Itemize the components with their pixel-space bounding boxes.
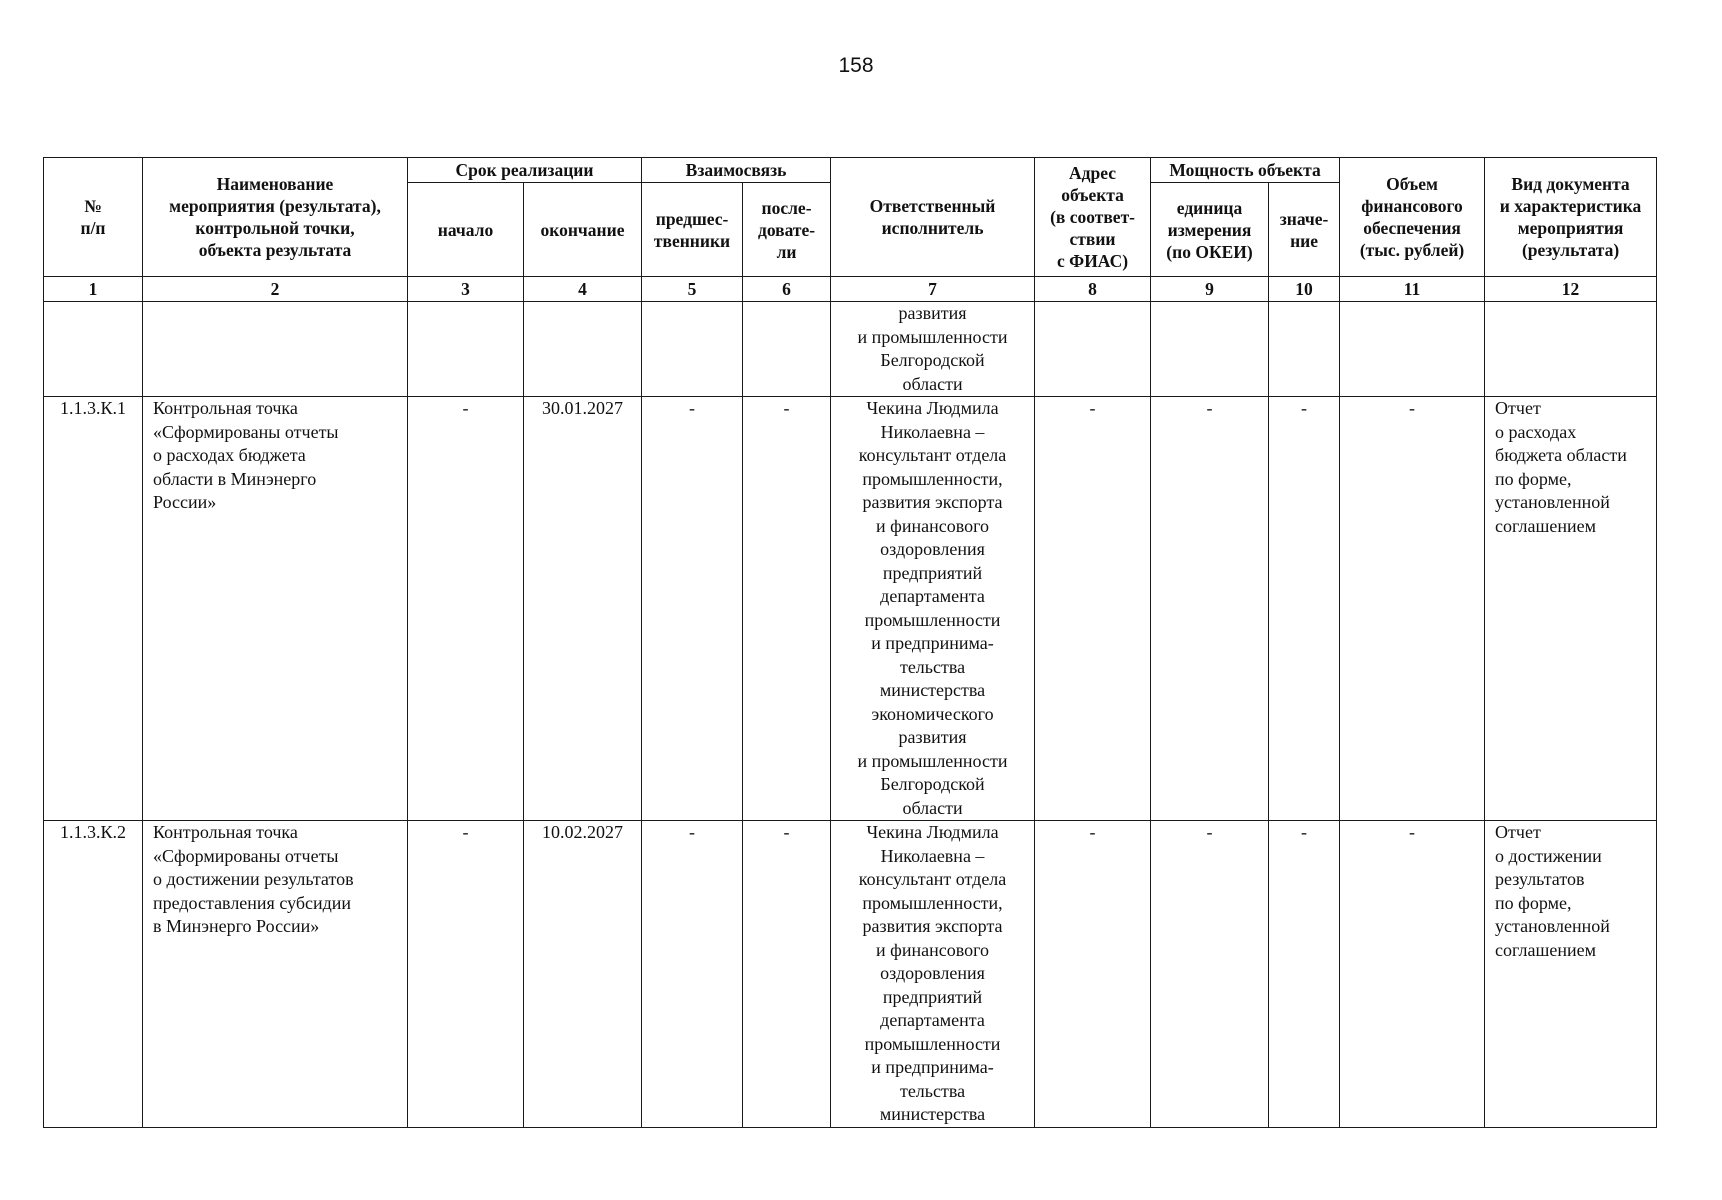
- header-executor: Ответственный исполнитель: [831, 158, 1035, 277]
- cell-end: 10.02.2027: [524, 821, 642, 1128]
- cell-doc: Отчет о расходах бюджета области по форме, установленной соглашением: [1485, 397, 1657, 821]
- cell-empty: [44, 302, 143, 397]
- cell-doc: Отчет о достижении результатов по форме, установленной соглашением: [1485, 821, 1657, 1128]
- cell-finance: -: [1340, 821, 1485, 1128]
- cell-empty: [1269, 302, 1340, 397]
- cell-executor: Чекина Людмила Николаевна – консультант отдела промышленности, развития экспорта и финансового оздоровления предприятий департамента промышленности и предпринима- тельства министерства: [831, 821, 1035, 1128]
- header-doc: Вид документа и характеристика мероприятия (результата): [1485, 158, 1657, 277]
- plan-table: [43, 157, 1657, 1128]
- cell-value: -: [1269, 821, 1340, 1128]
- column-number: 12: [1485, 277, 1657, 302]
- column-number: 9: [1151, 277, 1269, 302]
- header-capacity-unit: единица измерения (по ОКЕИ): [1151, 183, 1269, 277]
- page-number: 158: [838, 54, 874, 77]
- cell-empty: [1485, 302, 1657, 397]
- cell-start: -: [408, 821, 524, 1128]
- cell-name: Контрольная точка «Сформированы отчеты о достижении результатов предоставления субсидии в Минэнерго России»: [143, 821, 408, 1128]
- cell-num: 1.1.3.К.1: [44, 397, 143, 821]
- header-link: Взаимосвязь: [642, 158, 831, 183]
- column-number: 2: [143, 277, 408, 302]
- cell-address: -: [1035, 397, 1151, 821]
- header-capacity: Мощность объекта: [1151, 158, 1340, 183]
- cell-unit: -: [1151, 821, 1269, 1128]
- cell-prev: -: [642, 821, 743, 1128]
- header-term-start: начало: [408, 183, 524, 277]
- column-number: 5: [642, 277, 743, 302]
- column-number: 3: [408, 277, 524, 302]
- cell-empty: [143, 302, 408, 397]
- column-number: 4: [524, 277, 642, 302]
- cell-num: 1.1.3.К.2: [44, 821, 143, 1128]
- cell-start: -: [408, 397, 524, 821]
- cell-executor: Чекина Людмила Николаевна – консультант отдела промышленности, развития экспорта и финансового оздоровления предприятий департамента промышленности и предпринима- тельства министерства экономического развития и промышленности Белгородской области: [831, 397, 1035, 821]
- cell-next: -: [743, 821, 831, 1128]
- cell-value: -: [1269, 397, 1340, 821]
- table-row: [44, 821, 1657, 1128]
- cell-empty: [524, 302, 642, 397]
- cell-empty: [1035, 302, 1151, 397]
- header-address: Адрес объекта (в соответ- ствии с ФИАС): [1035, 158, 1151, 277]
- cell-unit: -: [1151, 397, 1269, 821]
- column-number: 11: [1340, 277, 1485, 302]
- column-number: 8: [1035, 277, 1151, 302]
- header-name: Наименование мероприятия (результата), контрольной точки, объекта результата: [143, 158, 408, 277]
- cell-prev: -: [642, 397, 743, 821]
- cell-end: 30.01.2027: [524, 397, 642, 821]
- column-number: 7: [831, 277, 1035, 302]
- cell-address: -: [1035, 821, 1151, 1128]
- header-finance: Объем финансового обеспечения (тыс. рублей): [1340, 158, 1485, 277]
- cell-empty: [1151, 302, 1269, 397]
- cell-executor: развития и промышленности Белгородской области: [831, 302, 1035, 397]
- cell-empty: [743, 302, 831, 397]
- header-link-prev: предшес- твенники: [642, 183, 743, 277]
- table-row-continuation: [44, 302, 1657, 397]
- header-term-end: окончание: [524, 183, 642, 277]
- column-number: 1: [44, 277, 143, 302]
- cell-empty: [408, 302, 524, 397]
- column-number: 10: [1269, 277, 1340, 302]
- cell-empty: [642, 302, 743, 397]
- header-num: № п/п: [44, 158, 143, 277]
- column-number: 6: [743, 277, 831, 302]
- cell-next: -: [743, 397, 831, 821]
- header-term: Срок реализации: [408, 158, 642, 183]
- cell-finance: -: [1340, 397, 1485, 821]
- table-row: [44, 397, 1657, 821]
- cell-empty: [1340, 302, 1485, 397]
- cell-name: Контрольная точка «Сформированы отчеты о расходах бюджета области в Минэнерго России»: [143, 397, 408, 821]
- header-link-next: после- довате- ли: [743, 183, 831, 277]
- header-capacity-value: значе- ние: [1269, 183, 1340, 277]
